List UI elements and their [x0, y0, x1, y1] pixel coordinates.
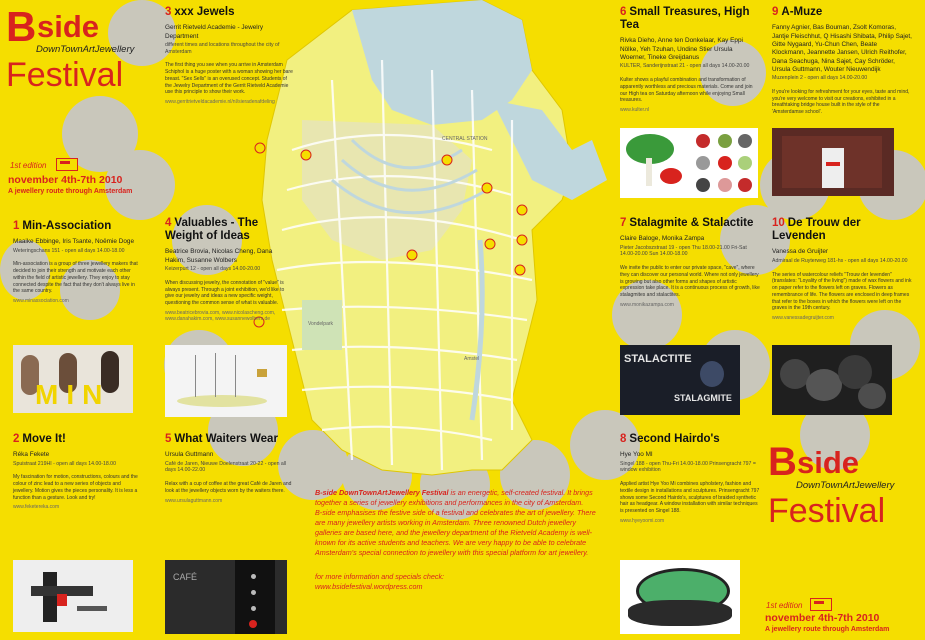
exhibition-panel-9 [772, 6, 912, 116]
panel-title-text: What Waiters Wear [174, 433, 278, 445]
description: Kulter shows a playful combination and transformation of apparently worthless and precious materials. Come and join our High tea on Saturday afternoon while enjoying Small treasures. [620, 77, 753, 104]
panel-number: 2 [13, 433, 20, 445]
venue-address: Singel 188 - open Thu-Fri 14.00-18.00 Prinsengracht 797 = window exhibition [620, 460, 756, 474]
panel-number: 6 [620, 6, 627, 18]
intro-website-link[interactable]: www.bsidefestival.wordpress.com [315, 581, 423, 591]
panel-title-text: Move It! [22, 433, 66, 445]
photo-small-treasures [620, 128, 758, 198]
venue-address: KULTER, Sanderijnstraat 21 - open all days 14.00-20.00 [620, 63, 750, 70]
description: The first thing you see when you arrive in Amsterdam Schiphol is a huge poster with a woman showing her bare breast. "Sex Sells" is an overused concept. Students of the Jewelry Department of the Gerrit Rietveld Academie use this principle to show their work. [165, 62, 293, 96]
map-label-park: Vondelpark [308, 321, 334, 327]
description: We invite the public to enter our private space, "cave", where they can discover our personal world. Where not only jewellery is growing but also other forms and shapes of artistic expression take place. It is a continuous process of growth, like stalagmites and stalactites. [620, 265, 760, 299]
artist-names: Hye Yoo MI [620, 451, 653, 459]
logo-festival-top: Festival [6, 56, 124, 94]
photo-trouw-der-levenden [772, 345, 892, 415]
website-link[interactable]: www.ursulaguttmann.com [165, 497, 223, 504]
panel-title-text: De Trouw der Levenden [772, 217, 861, 243]
venue-address: Spuistraat 219HI - open all days 14.00-18.00 [13, 460, 116, 467]
dates-bottom: november 4th-7th 2010 [765, 612, 880, 624]
artist-names: Vanessa de Gruijter [772, 248, 829, 256]
ticket-icon [56, 158, 78, 171]
panel-title [165, 6, 293, 19]
panel-title [772, 6, 912, 19]
intro-paragraph-1 [315, 488, 597, 508]
map-marker[interactable] [301, 150, 311, 160]
festival-intro [315, 488, 597, 591]
artist-names: Gerrit Rietveld Academie - Jewelry Department [165, 24, 264, 40]
exhibition-panel-1 [13, 220, 139, 304]
panel-number: 3 [165, 6, 172, 18]
venue-address: different times and locations throughout the city of Amsterdam [165, 41, 280, 55]
panel-title [772, 217, 912, 243]
panel-number: 7 [620, 217, 627, 229]
description: My fascination for motion, constructions, colours and the colour of zinc lead to a new series of objects and jewellery. Motion gives the pieces personality. It is less a function than a gesture. Look and try! [13, 474, 138, 501]
artist-names: Ursula Guttmann [165, 451, 214, 459]
intro-paragraph-1-text: is an energetic, self-created festival. It brings together a series of jewellery exhibitions and performances in the city of Amsterdam. [315, 488, 593, 507]
website-link[interactable]: www.beatricebrovia.com, www.nicolascheng.com, www.danahakim.com, www.susannewolbers.de [165, 309, 276, 322]
venue-address: Admiraal de Ruyterweg 181-hs - open all days 14.00-20.00 [772, 257, 908, 264]
photo-min-association [13, 345, 133, 413]
logo-sub-bottom: DownTownArtJewellery [796, 480, 895, 491]
map-marker[interactable] [485, 239, 495, 249]
artist-names: Maaike Ebbinge, Iris Tsante, Noëmie Doge [13, 238, 135, 246]
map-marker[interactable] [255, 143, 265, 153]
intro-paragraph-2: B-side emphasises the festive side of a festival and celebrates the art of jewellery. There are many jewellery artists working in Amsterdam. Three renowned Dutch jewellery galleries are based here, and the jewellery department of the Rietveld Academy is well-known for its active students and teachers. We are very happy to be able to celebrate Amsterdam's special connection to jewellery with this special platform for art jewellery. [315, 507, 596, 557]
map-marker[interactable] [515, 265, 525, 275]
intro-festival-name: B-side DownTownArtJewellery Festival [315, 488, 449, 497]
panel-title-text: Valuables - The Weight of Ideas [165, 217, 259, 243]
panel-title [13, 220, 139, 233]
description: When discussing jewelry, the connotation of "value" is always present. Through a joint exhibition, we'd like to give our jewelry and ideas a new specific weight, questioning the common sense of what is valuable. [165, 279, 285, 307]
artist-names: Fanny Agnier, Bas Bouman, Zsolt Komoras, Jantje Fleischhut, Q Hisashi Shibata, Philip Sajet, Gitte Nygaard, Yu-Chun Chen, Beate Klockmann, Jeannette Jansen, Ulrich Reithofer, Dana Seachuga, Nina Sajet, Cay Schröder, Ursula Guttmann, Wouter Nieuwendijk [772, 24, 912, 73]
panel-number: 8 [620, 433, 627, 445]
panel-title-text: xxx Jewels [174, 6, 235, 18]
logo-side-top: side [37, 9, 100, 44]
panel-title-text: Min-Association [22, 220, 112, 232]
map-marker[interactable] [482, 183, 492, 193]
description: The series of watercolour reliefs "Trouw der levenden" (translates: "Loyality of the living") made of wax flowers and ink on paper refer to the flowers left on graves. Flowers as remembrance of life. The flowers are enclosed in deep frames that refer to the boxes in which the flowers were left on the graves in the 19th century. [772, 271, 912, 312]
website-link[interactable]: www.feketereka.com [13, 504, 60, 511]
photo-move-it [13, 560, 133, 632]
map-marker[interactable] [517, 235, 527, 245]
edition-top: 1st edition [10, 161, 47, 170]
website-link[interactable]: www.minassociation.com [13, 298, 69, 305]
artist-names: Réka Fekete [13, 451, 50, 459]
photo-second-hairdos [620, 560, 740, 634]
stalactite-text: STALACTITE [624, 353, 692, 365]
website-link[interactable]: www.gerritrietveldacademie.nl/nl/sieradenafdeling [165, 99, 275, 106]
venue-address: Pieter Jacobszstraat 19 - open Thu 18.00-21.00 Fri-Sat 14.00-20.00 Sun 14.00-18.00 [620, 244, 747, 258]
stalagmite-text: STALAGMITE [674, 393, 732, 403]
photo-waiters [165, 560, 287, 634]
website-link[interactable]: www.hyeyoomi.com [620, 517, 665, 524]
exhibition-panel-7 [620, 217, 760, 308]
exhibition-panel-2 [13, 433, 139, 510]
logo-side-bottom: side [797, 445, 860, 480]
panel-title [620, 433, 760, 446]
photo-a-muze [772, 128, 894, 196]
map-marker[interactable] [517, 205, 527, 215]
panel-title-text: A-Muze [781, 6, 823, 18]
edition-bottom: 1st edition [766, 601, 803, 610]
exhibition-panel-10 [772, 217, 912, 321]
panel-title-text: Second Hairdo's [629, 433, 720, 445]
logo-sub-top: DownTownArtJewellery [36, 44, 135, 55]
map-marker[interactable] [407, 250, 417, 260]
artist-names: Claire Baloge, Monika Zampa [620, 235, 705, 243]
description: Relax with a cup of coffee at the great Café de Jaren and look at the jewellery objects worn by the waiters there. [165, 481, 292, 494]
photo-stalagmite [620, 345, 740, 415]
panel-title [13, 433, 139, 446]
exhibition-panel-8 [620, 433, 760, 524]
website-link[interactable]: www.kulter.nl [620, 107, 650, 114]
exhibition-panel-6 [620, 6, 760, 113]
logo-festival-bottom: Festival [768, 492, 886, 530]
exhibition-panel-5 [165, 433, 293, 504]
website-link[interactable]: www.vanessadegruijter.com [772, 315, 834, 322]
panel-title [165, 217, 293, 243]
artist-names: Rivka Dieho, Anne ten Donkelaar, Kay Eppi Nölke, Yeh Tzuhan, Undine Stier Ursula Woerner, Tineke Greijdanus [620, 37, 743, 62]
exhibition-panel-3 [165, 6, 293, 105]
panel-number: 10 [772, 217, 785, 229]
panel-number: 1 [13, 220, 20, 232]
artist-names: Beatrice Brovia, Nicolas Cheng, Dana Hakim, Susanne Wolbers [165, 248, 273, 264]
route-bottom: A jewellery route through Amsterdam [765, 626, 890, 633]
min-photo-letters: MIN [35, 379, 111, 410]
description: If you're looking for refreshment for your eyes, taste and mind, you're very welcome to visit our creations, exhibited in a breathtaking bridge house built in the style of the 'Amsterdamse school'. [772, 88, 910, 116]
website-link[interactable]: www.monikazampa.com [620, 301, 674, 308]
panel-title [620, 6, 760, 32]
cafe-sign: CAFÉ [173, 572, 198, 582]
description: Min-association is a group of three jewellery makers that decided to join their strength and motivate each other within the field of artistic jewellery. They enjoy to stay connected despite the fact that they don't always live in the same country. [13, 261, 138, 295]
intro-info: for more information and specials check: [315, 571, 445, 581]
venue-address: Café de Jaren, Nieuwe Doelenstraat 20-22 - open all days 14.00-22.00 [165, 460, 287, 474]
panel-number: 4 [165, 217, 172, 229]
venue-address: Weteringschans 151 - open all days 14.00-18.00 [13, 247, 125, 254]
logo-b-top: B [6, 3, 37, 50]
venue-address: Keizerpurt 12 - open all days 14.00-20.00 [165, 266, 261, 273]
venue-address: Muzenplein 2 - open all days 14.00-20.00 [772, 75, 868, 82]
route-top: A jewellery route through Amsterdam [8, 188, 133, 195]
panel-title-text: Stalagmite & Stalactite [629, 217, 754, 229]
panel-number: 5 [165, 433, 172, 445]
ticket-icon [810, 598, 832, 611]
map-label-river: Amstel [464, 356, 480, 362]
photo-valuables [165, 345, 287, 417]
exhibition-panel-4 [165, 217, 293, 322]
panel-title [165, 433, 293, 446]
map-marker[interactable] [442, 155, 452, 165]
panel-title [620, 217, 760, 230]
description: Applied artist Hye Yoo Mi combines upholstery, fashion and textile design in installations and sculptures. Prinsengracht 797 shows some Second Hairdo's, sculptures of braided synthetic hair as headgear. A window installation with similar techniques is presented on Singel 188. [620, 481, 760, 515]
map-label-station: CENTRAL STATION [442, 136, 488, 142]
panel-number: 9 [772, 6, 779, 18]
dates-top: november 4th-7th 2010 [8, 174, 123, 186]
panel-title-text: Small Treasures, High Tea [620, 6, 750, 32]
logo-b-bottom: B [768, 440, 797, 484]
